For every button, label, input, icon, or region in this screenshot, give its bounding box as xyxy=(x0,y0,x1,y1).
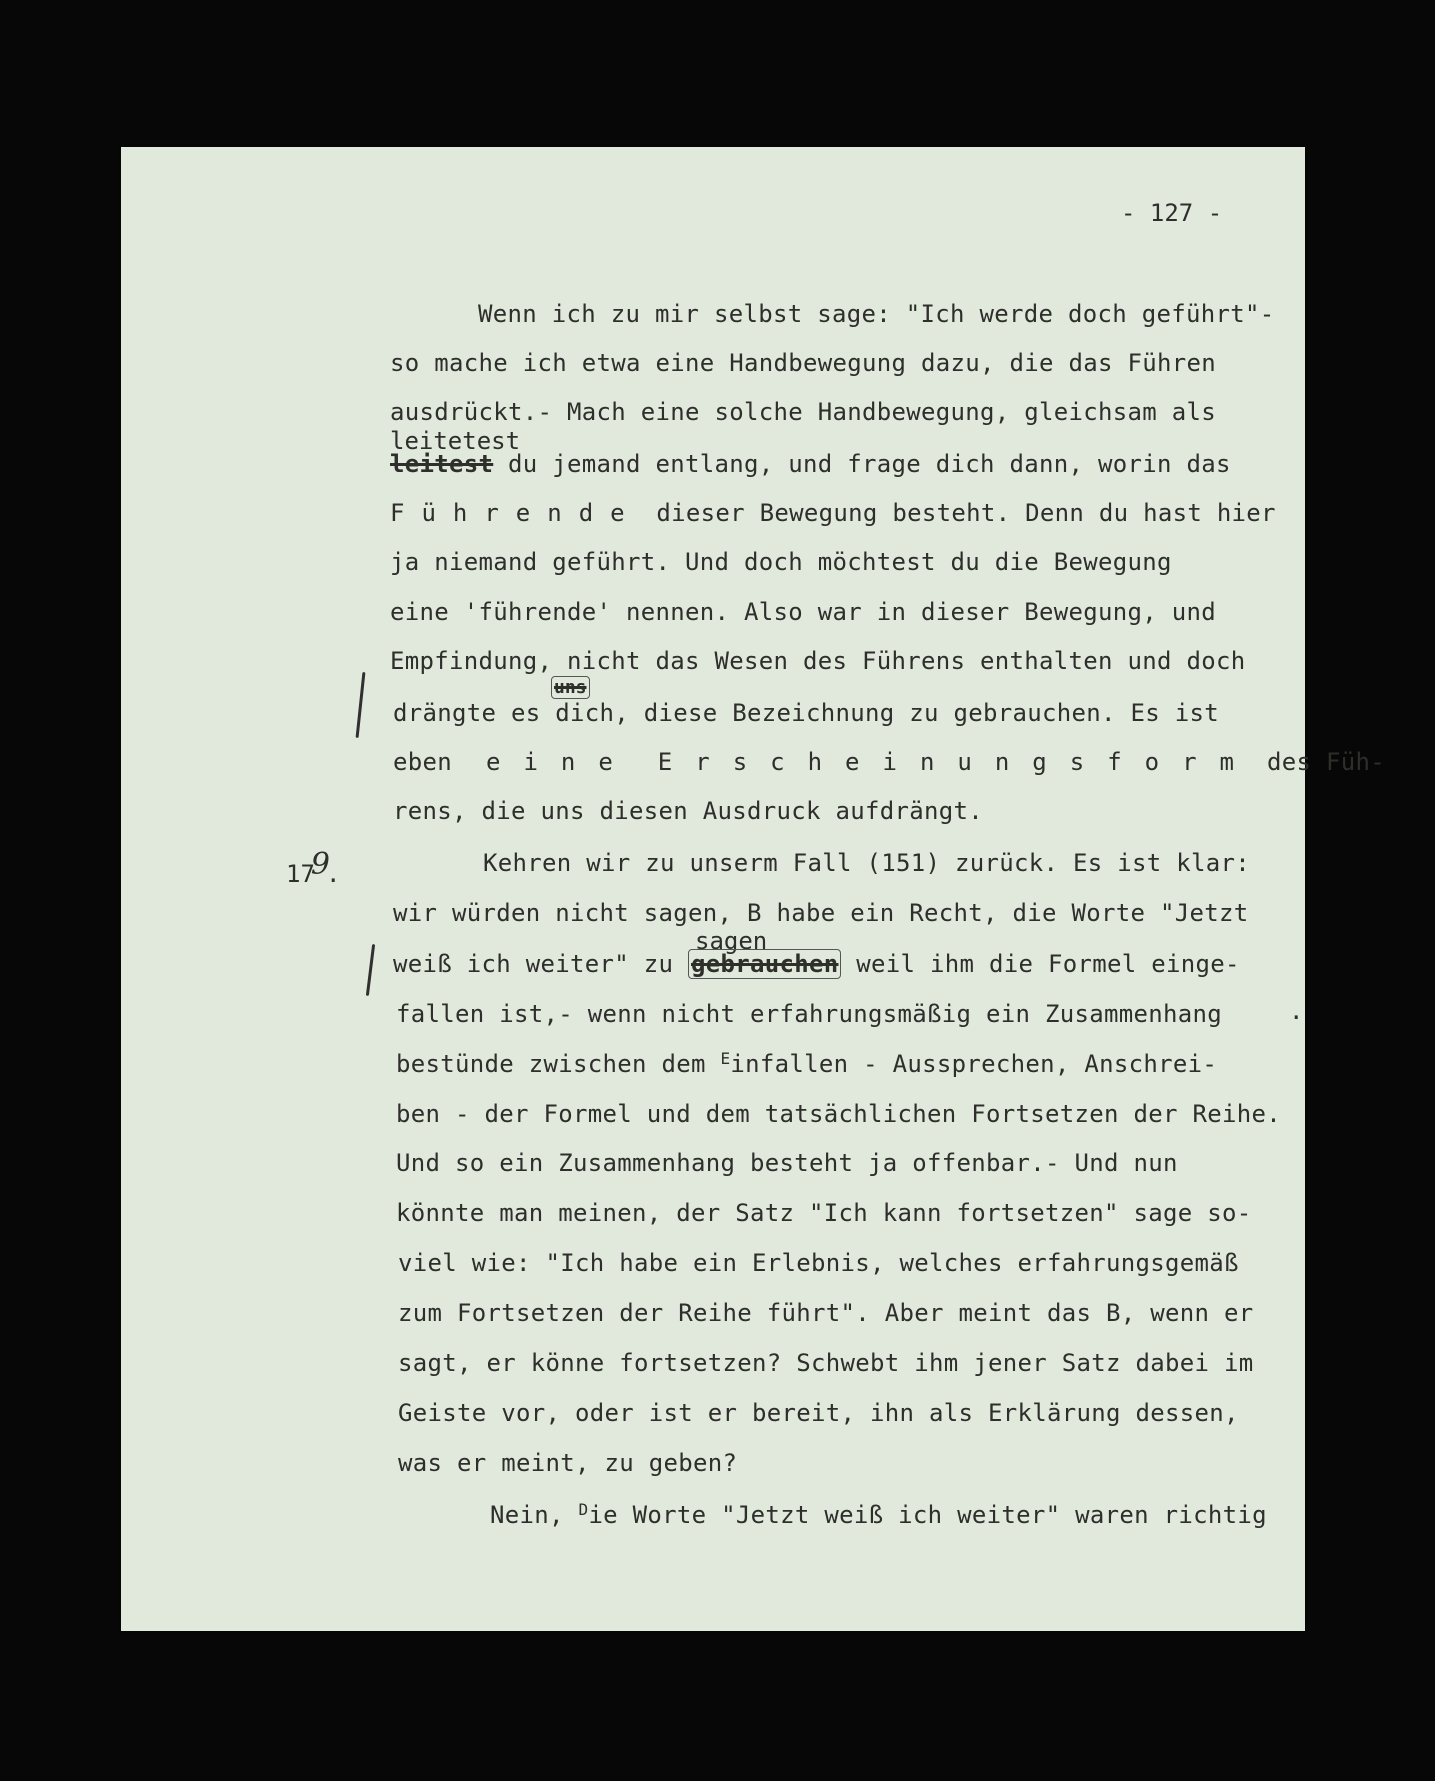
text-line-7: eine 'führende' nennen. Also war in dieser Bewegung, und xyxy=(390,598,1216,626)
text-line-4 xyxy=(390,450,1231,478)
text-line-23: Geiste vor, oder ist er bereit, ihn als Erklärung dessen, xyxy=(398,1399,1239,1427)
text-line-19: könnte man meinen, der Satz "Ich kann fortsetzen" sage so- xyxy=(396,1199,1252,1227)
text-line-25-a: Nein, xyxy=(490,1501,579,1529)
text-line-22: sagt, er könne fortsetzen? Schwebt ihm jener Satz dabei im xyxy=(398,1349,1254,1377)
text-line-16-b: infallen - Aussprechen, Anschrei- xyxy=(730,1050,1218,1078)
text-line-1: Wenn ich zu mir selbst sage: "Ich werde doch geführt"- xyxy=(478,300,1275,328)
text-line-14-a: weiß ich weiter" zu xyxy=(393,950,688,978)
spaced-word-fuehrende: Führende xyxy=(390,499,642,527)
text-line-9: drängte es dich, diese Bezeichnung zu gebrauchen. Es ist xyxy=(393,699,1219,727)
paragraph-number: 179. xyxy=(286,847,341,888)
text-line-6: ja niemand geführt. Und doch möchtest du die Bewegung xyxy=(390,548,1172,576)
text-line-25-b: ie Worte "Jetzt weiß ich weiter" waren richtig xyxy=(588,1501,1267,1529)
interlinear-insertion-sagen: sagen xyxy=(695,927,768,955)
text-line-21: zum Fortsetzen der Reihe führt". Aber meint das B, wenn er xyxy=(398,1299,1254,1327)
text-line-12: Kehren wir zu unserm Fall (151) zurück. Es ist klar: xyxy=(483,849,1250,877)
margin-line-mark-2 xyxy=(366,944,375,996)
raised-capital-e: E xyxy=(720,1049,731,1068)
text-line-10 xyxy=(393,748,1385,776)
struck-word-leitest: leitest xyxy=(390,450,494,478)
text-line-16-a: bestünde zwischen dem xyxy=(396,1050,721,1078)
margin-line-mark-1 xyxy=(356,672,366,738)
struck-word-uns: uns xyxy=(551,677,590,698)
text-line-25 xyxy=(490,1500,1267,1529)
text-line-8: Empfindung, nicht das Wesen des Führens enthalten und doch xyxy=(390,647,1246,675)
text-line-10-d: des Füh- xyxy=(1266,748,1385,776)
text-line-24: was er meint, zu geben? xyxy=(398,1449,738,1477)
stray-mark: . xyxy=(1289,997,1304,1025)
text-line-10-a: eben xyxy=(393,748,452,776)
text-line-11: rens, die uns diesen Ausdruck aufdrängt. xyxy=(393,797,983,825)
text-line-17: ben - der Formel und dem tatsächlichen Fortsetzen der Reihe. xyxy=(396,1100,1281,1128)
text-line-15: fallen ist,- wenn nicht erfahrungsmäßig ein Zusammenhang xyxy=(396,1000,1222,1028)
text-line-5-rest: dieser Bewegung besteht. Denn du hast hier xyxy=(641,499,1276,527)
text-line-5 xyxy=(390,499,1276,527)
text-line-2: so mache ich etwa eine Handbewegung dazu, die das Führen xyxy=(390,349,1216,377)
text-line-4-rest: du jemand entlang, und frage dich dann, worin das xyxy=(493,450,1231,478)
text-line-16 xyxy=(396,1049,1217,1078)
page-number: - 127 - xyxy=(1121,199,1223,227)
struck-word-gebrauchen: gebrauchen xyxy=(688,949,842,979)
raised-capital-d: D xyxy=(578,1500,589,1519)
text-line-18: Und so ein Zusammenhang besteht ja offenbar.- Und nun xyxy=(396,1149,1178,1177)
text-line-14-b: weil ihm die Formel einge- xyxy=(841,950,1240,978)
text-line-14 xyxy=(393,950,1240,978)
handwritten-correction-9: 9 xyxy=(310,847,330,882)
typescript-page xyxy=(121,147,1385,1631)
spaced-word-erscheinungsform: Erscheinungsform xyxy=(657,748,1257,776)
text-line-20: viel wie: "Ich habe ein Erlebnis, welches erfahrungsgemäß xyxy=(398,1249,1239,1277)
text-line-13: wir würden nicht sagen, B habe ein Recht, die Worte "Jetzt xyxy=(393,899,1249,927)
text-line-3: ausdrückt.- Mach eine solche Handbewegung, gleichsam als xyxy=(390,398,1216,426)
spaced-word-eine: eine xyxy=(486,748,636,776)
interlinear-insertion-leitetest: leitetest xyxy=(390,427,521,455)
